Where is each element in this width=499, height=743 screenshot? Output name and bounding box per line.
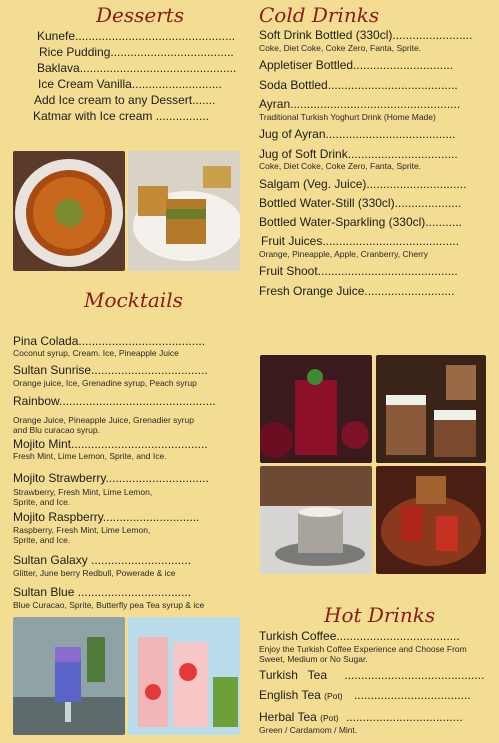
mocktail-desc: Strawberry, Fresh Mint, Lime Lemon, Sprite, and Ice. bbox=[13, 487, 153, 508]
dessert-item: Katmar with Ice cream ................ bbox=[33, 109, 210, 123]
mocktail-item: Mojito Raspberry............................. bbox=[13, 510, 200, 524]
hot-drink-tag: (Pot) bbox=[324, 691, 343, 701]
cold-drink-item: Bottled Water-Sparkling (330cl)........... bbox=[259, 215, 462, 229]
cold-drinks-title: Cold Drinks bbox=[259, 3, 380, 27]
hot-drink-name: Turkish Tea bbox=[259, 668, 328, 682]
hot-drink-dots: .......................................... bbox=[344, 668, 485, 682]
cold-drink-item: Soft Drink Bottled (330cl)........................ bbox=[259, 28, 473, 42]
cold-drink-item: Jug of Ayran....................................... bbox=[259, 127, 456, 141]
cold-drink-item: Fresh Orange Juice........................... bbox=[259, 284, 455, 298]
hot-drinks-title: Hot Drinks bbox=[324, 603, 436, 627]
cold-drink-item: Bottled Water-Still (330cl).................... bbox=[259, 196, 462, 210]
mocktails-title: Mocktails bbox=[84, 288, 183, 312]
dessert-item: Kunefe................................................ bbox=[37, 29, 236, 43]
cold-drink-item: Soda Bottled....................................... bbox=[259, 78, 458, 92]
cold-drink-desc: Coke, Diet Coke, Coke Zero, Fanta, Sprite. bbox=[259, 161, 422, 171]
desserts-title: Desserts bbox=[96, 3, 185, 27]
cold-drink-item: Ayran................................................... bbox=[259, 97, 461, 111]
mocktail-desc: Coconut syrup, Cream. Ice, Pineapple Juice bbox=[13, 348, 179, 358]
hot-drink-tag: (Pot) bbox=[320, 713, 339, 723]
mocktail-item: Mojito Mint......................................... bbox=[13, 437, 208, 451]
mocktail-item: Sultan Blue .................................. bbox=[13, 585, 192, 599]
mocktail-item: Rainbow............................................... bbox=[13, 394, 216, 408]
turkish-coffee-photo bbox=[260, 466, 372, 574]
hot-drink-name: English Tea bbox=[259, 688, 321, 702]
mocktail-desc: Orange Juice, Pineapple Juice, Grenadier syrup and Blu curacao syrup. bbox=[13, 415, 194, 436]
cold-drink-item: Fruit Juices......................................... bbox=[261, 234, 460, 248]
hot-drink-item bbox=[259, 668, 484, 682]
hot-drink-dots: ................................... bbox=[345, 710, 463, 724]
turkish-tea-photo bbox=[376, 466, 486, 574]
hot-drink-desc: Enjoy the Turkish Coffee Experience and Choose From Sweet, Medium or No Sugar. bbox=[259, 644, 467, 665]
dessert-item: Add Ice cream to any Dessert....... bbox=[34, 93, 216, 107]
cold-drink-item: Fruit Shoot.......................................... bbox=[259, 264, 458, 278]
kunefe-photo bbox=[13, 151, 125, 271]
mocktail-desc: Glitter, June berry Redbull, Powerade & ice bbox=[13, 568, 176, 578]
hot-drink-dots: ................................... bbox=[353, 688, 471, 702]
dessert-item: Baklava............................................... bbox=[37, 61, 237, 75]
hot-drink-desc: Green / Cardamom / Mint. bbox=[259, 725, 358, 735]
cold-drink-desc: Coke, Diet Coke, Coke Zero, Fanta, Sprite. bbox=[259, 43, 422, 53]
cold-drink-item: Salgam (Veg. Juice).............................. bbox=[259, 177, 467, 191]
cold-drink-desc: Traditional Turkish Yoghurt Drink (Home Made) bbox=[259, 112, 436, 122]
blue-mocktail-photo bbox=[13, 617, 125, 735]
mocktail-item: Pina Colada...................................... bbox=[13, 334, 206, 348]
dessert-item: Ice Cream Vanilla........................... bbox=[38, 77, 222, 91]
strawberry-mocktail-photo bbox=[128, 617, 240, 735]
hot-drink-name: Herbal Tea bbox=[259, 710, 317, 724]
dessert-item: Rice Pudding..................................... bbox=[39, 45, 234, 59]
mocktail-desc: Fresh Mint, Lime Lemon, Sprite, and Ice. bbox=[13, 451, 167, 461]
mocktail-item: Sultan Galaxy .............................. bbox=[13, 553, 192, 567]
cold-drink-desc: Orange, Pineapple, Apple, Cranberry, Cherry bbox=[259, 249, 428, 259]
mocktail-item: Mojito Strawberry............................... bbox=[13, 471, 209, 485]
mocktail-item: Sultan Sunrise................................... bbox=[13, 363, 208, 377]
salgam-juice-photo bbox=[260, 355, 372, 463]
mocktail-desc: Raspberry, Fresh Mint, Lime Lemon, Sprite, and Ice. bbox=[13, 525, 151, 546]
hot-drink-item: Turkish Coffee..................................... bbox=[259, 629, 460, 643]
hot-drink-item bbox=[259, 710, 463, 724]
cold-drink-item: Jug of Soft Drink................................. bbox=[259, 147, 458, 161]
cold-drink-item: Appletiser Bottled.............................. bbox=[259, 58, 454, 72]
baklava-photo bbox=[128, 151, 240, 271]
mocktail-desc: Orange juice, Ice, Grenadine syrup, Peach syrup bbox=[13, 378, 197, 388]
hot-drink-item bbox=[259, 688, 471, 702]
mocktail-desc: Blue Curacao, Sprite, Butterfly pea Tea syrup & ice bbox=[13, 600, 205, 610]
ayran-copper-cups-photo bbox=[376, 355, 486, 463]
